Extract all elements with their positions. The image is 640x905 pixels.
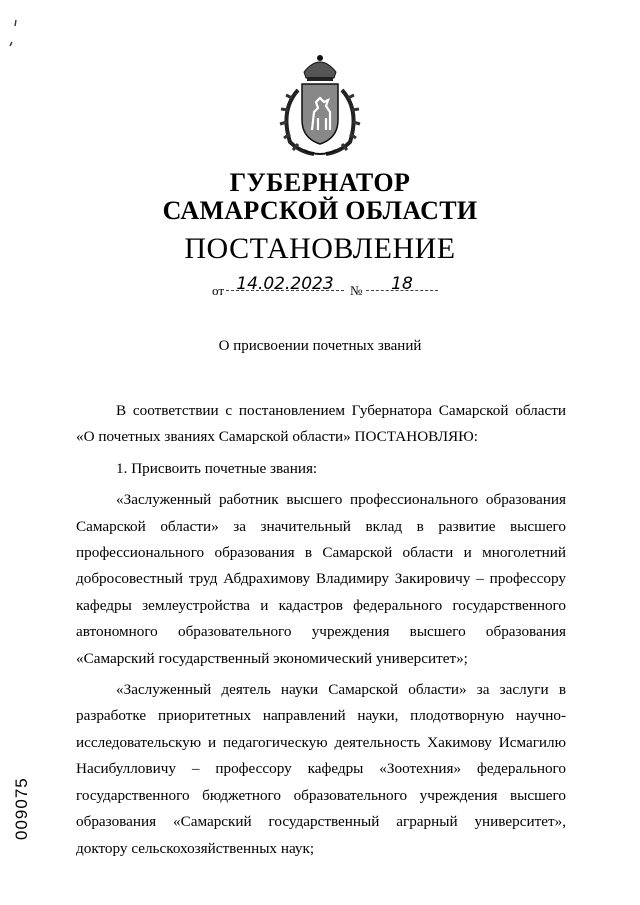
document-body xyxy=(76,398,566,862)
body-paragraph-3: «Заслуженный работник высшего профессионального образования Самарской области» за значительный вклад в развитие высшего профессионального образования в Самарской области и многолетний добросовестный труд Абдрахимову Владимиру Закировичу – профессору кафедры землеустройства и кадастров федерального государственного автономного образовательного учреждения высшего образования «Самарский государственный экономический университет»; xyxy=(76,491,566,667)
coat-of-arms-icon xyxy=(274,50,366,158)
pen-mark-icon xyxy=(6,18,20,48)
body-paragraph-4: «Заслуженный деятель науки Самарской области» за заслуги в разработке приоритетных направлений науки, плодотворную научно-исследовательскую и педагогическую деятельность Хакимову Исмагилю Насибулловичу – профессору кафедры «Зоотехния» федерального государственного бюджетного образовательного учреждения высшего образования «Самарский государственный аграрный университет», доктору сельскохозяйственных наук; xyxy=(76,681,566,857)
number-prefix: № xyxy=(350,283,363,298)
document-type-title: ПОСТАНОВЛЕНИЕ xyxy=(184,232,456,265)
handwritten-date: 14.02.2023 xyxy=(226,274,344,291)
issuer-title-line2: САМАРСКОЙ ОБЛАСТИ xyxy=(162,196,478,225)
body-paragraph-1: В соответствии с постановлением Губернатора Самарской области «О почетных званиях Самарской области» ПОСТАНОВЛЯЮ: xyxy=(76,402,566,446)
body-paragraph-2: 1. Присвоить почетные звания: xyxy=(116,459,318,477)
issuer-title-line1: ГУБЕРНАТОР xyxy=(229,168,411,197)
date-number-line xyxy=(212,276,442,298)
date-prefix: от xyxy=(212,283,225,298)
side-serial-number xyxy=(10,770,34,840)
document-subject: О присвоении почетных званий xyxy=(218,338,422,354)
handwritten-number: 18 xyxy=(366,274,438,291)
side-serial-text: 009075 xyxy=(12,777,31,840)
